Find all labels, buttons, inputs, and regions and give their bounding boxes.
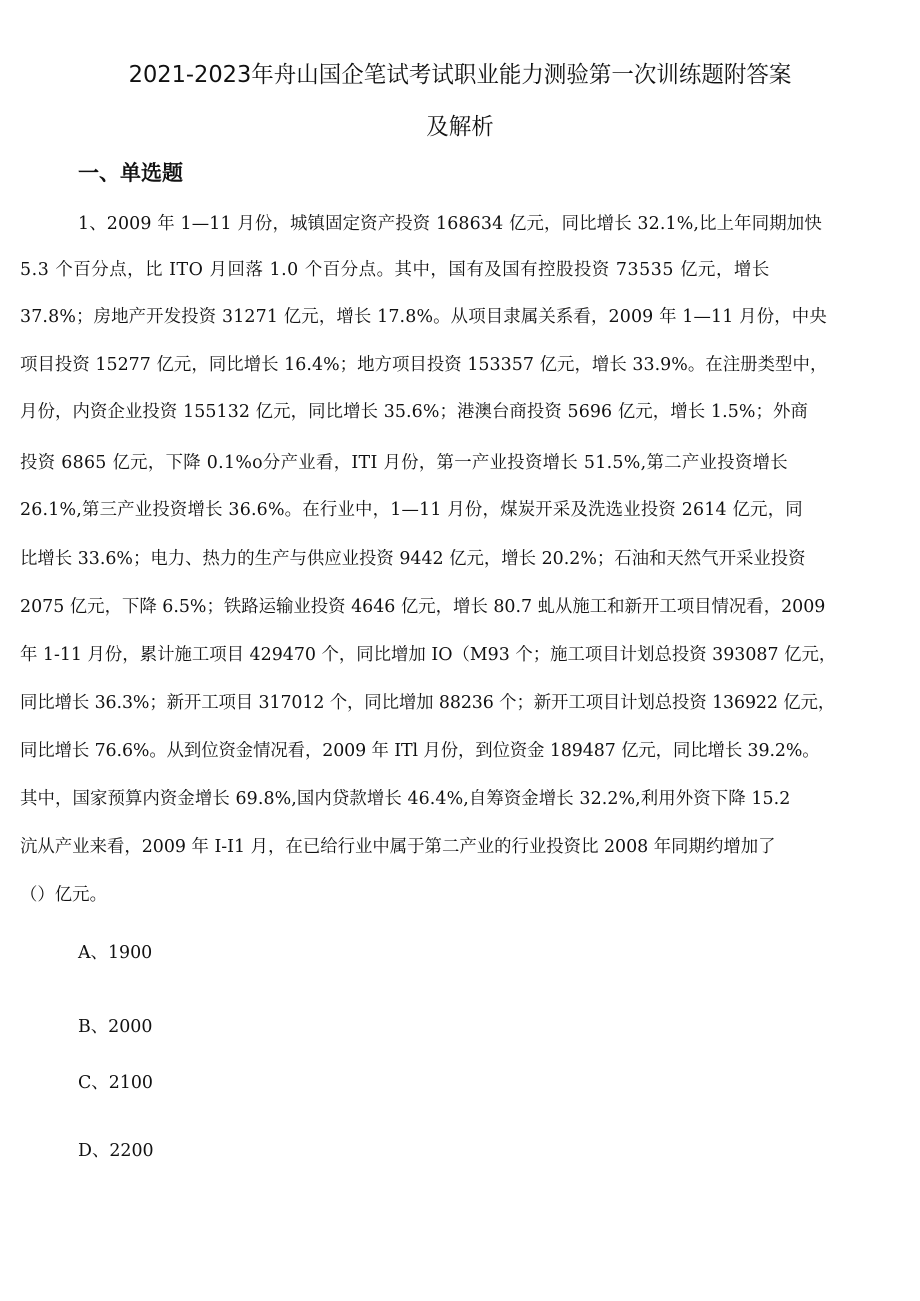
section-heading: 一、单选题 bbox=[78, 161, 183, 185]
question-line: 同比增长 36.3%；新开工项目 317012 个，同比增加 88236 个；新开工项目计划总投资 136922 亿元， bbox=[20, 693, 836, 713]
document-title-continued: 及解析 bbox=[426, 114, 494, 140]
question-line: 投资 6865 亿元，下降 0.1%o分产业看，ITI 月份，第一产业投资增长 51.5%,第二产业投资增长 bbox=[20, 453, 788, 473]
question-line: 2075 亿元，下降 6.5%；铁路运输业投资 4646 亿元，增长 80.7 虬从施工和新开工项目情况看，2009 bbox=[20, 597, 826, 617]
question-line: 37.8%；房地产开发投资 31271 亿元，增长 17.8%。从项目隶属关系看，2009 年 1—11 月份，中央 bbox=[20, 307, 827, 327]
question-line: 比增长 33.6%；电力、热力的生产与供应业投资 9442 亿元，增长 20.2%；石油和天然气开采业投资 bbox=[20, 549, 806, 569]
question-line: 26.1%,第三产业投资增长 36.6%。在行业中，1—11 月份，煤炭开采及洗选业投资 2614 亿元，同 bbox=[20, 500, 803, 520]
option-c[interactable]: C、2100 bbox=[78, 1073, 153, 1093]
question-line: 沆从产业来看，2009 年 I-I1 月，在已给行业中属于第二产业的行业投资比 2008 年同期约增加了 bbox=[20, 837, 776, 857]
question-line: 项目投资 15277 亿元，同比增长 16.4%；地方项目投资 153357 亿元，增长 33.9%。在注册类型中， bbox=[20, 355, 828, 375]
question-line: 同比增长 76.6%。从到位资金情况看，2009 年 ITl 月份，到位资金 189487 亿元，同比增长 39.2%。 bbox=[20, 741, 820, 761]
document-title: 2021-2023年舟山国企笔试考试职业能力测验第一次训练题附答案 bbox=[128, 62, 792, 88]
option-d[interactable]: D、2200 bbox=[78, 1141, 154, 1161]
question-line: 5.3 个百分点，比 ITO 月回落 1.0 个百分点。其中，国有及国有控股投资 73535 亿元，增长 bbox=[20, 260, 770, 280]
question-line: 1、2009 年 1—11 月份，城镇固定资产投资 168634 亿元，同比增长 32.1%,比上年同期加快 bbox=[78, 214, 822, 234]
option-b[interactable]: B、2000 bbox=[78, 1017, 153, 1037]
question-line: 年 1-11 月份，累计施工项目 429470 个，同比增加 IO（M93 个；施工项目计划总投资 393087 亿元， bbox=[20, 645, 837, 665]
question-line: 月份，内资企业投资 155132 亿元，同比增长 35.6%；港澳台商投资 5696 亿元，增长 1.5%；外商 bbox=[20, 402, 808, 422]
question-line: 其中，国家预算内资金增长 69.8%,国内贷款增长 46.4%,自筹资金增长 32.2%,利用外资下降 15.2 bbox=[20, 789, 791, 809]
question-line: （）亿元。 bbox=[20, 885, 107, 905]
option-a[interactable]: A、1900 bbox=[78, 943, 153, 963]
